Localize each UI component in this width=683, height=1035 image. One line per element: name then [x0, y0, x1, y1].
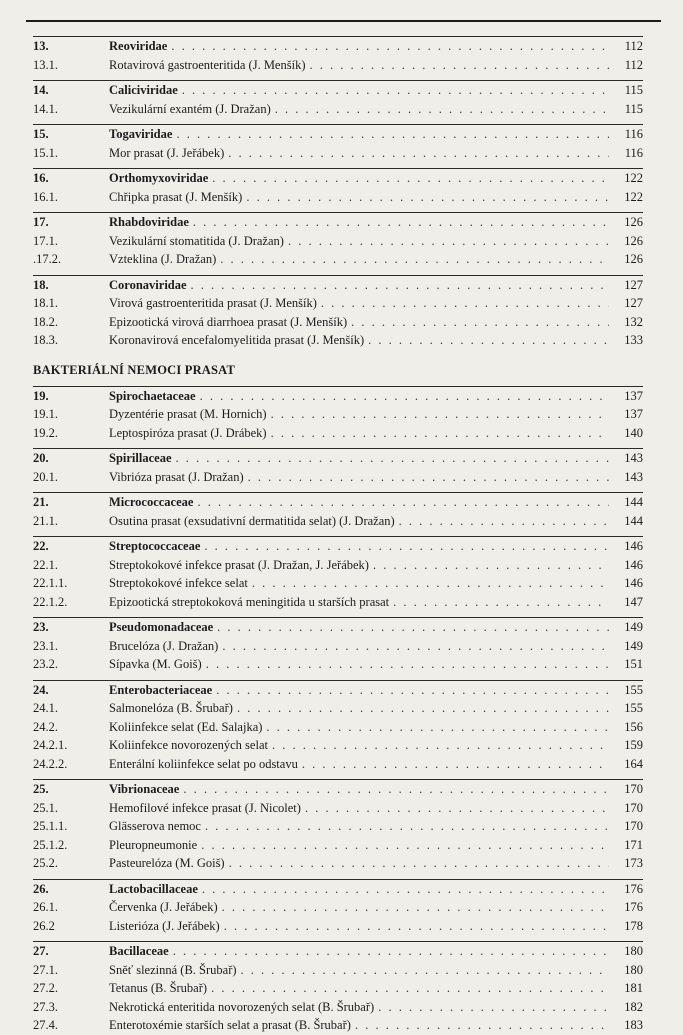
entry-title-wrap: [109, 854, 609, 873]
entry-title-wrap: [109, 799, 609, 818]
entry-page-number: 176: [624, 881, 643, 896]
toc-entry: [33, 1016, 643, 1035]
dot-leader: [275, 100, 609, 119]
toc-group-entry: [33, 448, 643, 468]
toc-entry: [33, 593, 643, 612]
section-heading: BAKTERIÁLNÍ NEMOCI PRASAT: [33, 362, 236, 377]
toc-entry: [33, 424, 643, 443]
entry-number: 18.2.: [33, 314, 58, 329]
dot-leader: [321, 294, 609, 313]
entry-title-wrap: [109, 836, 609, 855]
dot-leader: [171, 37, 609, 56]
entry-title: Chřipka prasat (J. Menšík): [109, 189, 243, 204]
entry-title: Enterotoxémie starších selat a prasat (B. Šrubař): [109, 1018, 351, 1032]
entry-title-wrap: [109, 898, 609, 917]
entry-number: 27.1.: [33, 962, 58, 977]
entry-title-wrap: [109, 313, 609, 332]
toc-entry: [33, 294, 643, 313]
entry-page-number: 137: [624, 407, 643, 421]
entry-number: 16.1.: [33, 189, 58, 204]
entry-title-wrap: [109, 56, 609, 75]
entry-page-number: 132: [624, 314, 643, 329]
toc-group-entry: [33, 80, 643, 100]
dot-leader: [399, 512, 609, 531]
entry-number: 22.1.: [33, 557, 58, 572]
dot-leader: [368, 331, 609, 350]
dot-leader: [229, 854, 609, 873]
toc-entry: [33, 556, 643, 575]
entry-title: Nekrotická enteritida novorozených selat (B. Šrubař): [109, 999, 375, 1014]
dot-leader: [252, 574, 609, 593]
entry-title-wrap: [109, 637, 609, 656]
entry-title-wrap: [109, 144, 609, 163]
entry-number: 18.: [33, 277, 49, 292]
entry-page-number: 173: [624, 856, 643, 870]
entry-title: Tetanus (B. Šrubař): [109, 981, 208, 995]
entry-title-wrap: [109, 618, 609, 637]
entry-title: Leptospiróza prasat (J. Drábek): [109, 425, 267, 440]
entry-title: Glässerova nemoc: [109, 819, 201, 833]
entry-number: 13.1.: [33, 57, 58, 72]
entry-title-wrap: [109, 331, 609, 350]
entry-title-wrap: [109, 979, 609, 998]
toc-group-entry: [33, 536, 643, 556]
toc-entry: [33, 979, 643, 998]
toc-entry: [33, 755, 643, 774]
entry-number: 19.1.: [33, 407, 58, 421]
toc-entry: [33, 961, 643, 980]
entry-title-wrap: [109, 699, 609, 718]
entry-title: Koronavirová encefalomyelitida prasat (J. Menšík): [109, 333, 365, 347]
entry-page-number: 127: [624, 277, 643, 292]
entry-title: Streptokokové infekce prasat (J. Dražan, J. Jeřábek): [109, 557, 369, 572]
dot-leader: [176, 449, 610, 468]
entry-title-wrap: [109, 188, 609, 207]
entry-title: Koliinfekce selat (Ed. Salajka): [109, 719, 263, 734]
entry-number: 27.2.: [33, 981, 58, 995]
entry-title-wrap: [109, 593, 609, 612]
entry-number: 14.1.: [33, 101, 58, 116]
entry-number: 21.1.: [33, 513, 58, 528]
entry-title: Dyzentérie prasat (M. Hornich): [109, 407, 267, 421]
entry-title-wrap: [109, 37, 609, 56]
toc-entry: [33, 736, 643, 755]
entry-number: 25.1.2.: [33, 837, 68, 852]
entry-number: 15.: [33, 127, 49, 141]
dot-leader: [246, 188, 609, 207]
dot-leader: [191, 276, 609, 295]
toc-entry: [33, 637, 643, 656]
entry-number: 17.: [33, 215, 49, 229]
dot-leader: [373, 556, 609, 575]
entry-title-wrap: [109, 213, 609, 232]
entry-title-wrap: [109, 276, 609, 295]
entry-number: 27.3.: [33, 999, 58, 1014]
toc-entry: [33, 331, 643, 350]
entry-page-number: 183: [624, 1018, 643, 1032]
dot-leader: [355, 1016, 609, 1035]
toc-entry: [33, 144, 643, 163]
entry-title: Vibrióza prasat (J. Dražan): [109, 469, 244, 484]
entry-number: 14.: [33, 83, 49, 97]
toc-group-entry: [33, 779, 643, 799]
entry-title: Lactobacillaceae: [109, 881, 198, 896]
entry-title: Vzteklina (J. Dražan): [109, 252, 217, 266]
entry-title-wrap: [109, 574, 609, 593]
dot-leader: [302, 755, 609, 774]
toc-entry: [33, 854, 643, 873]
entry-title: Enterální koliinfekce selat po odstavu: [109, 756, 298, 771]
entry-title: Micrococcaceae: [109, 495, 194, 509]
entry-title: Sípavka (M. Goiš): [109, 657, 202, 671]
entry-page-number: 126: [624, 252, 643, 266]
entry-number: 23.1.: [33, 638, 58, 653]
entry-page-number: 116: [624, 145, 643, 160]
entry-title-wrap: [109, 100, 609, 119]
entry-title: Červenka (J. Jeřábek): [109, 900, 218, 914]
entry-page-number: 137: [624, 388, 643, 403]
dot-leader: [237, 699, 609, 718]
toc-entry: [33, 468, 643, 487]
entry-number: 22.1.1.: [33, 576, 68, 590]
entry-title-wrap: [109, 294, 609, 313]
dot-leader: [266, 718, 609, 737]
entry-page-number: 143: [624, 451, 643, 465]
entry-title: Pasteurelóza (M. Goiš): [109, 856, 225, 870]
entry-number: 15.1.: [33, 145, 58, 160]
toc-group-entry: [33, 617, 643, 637]
toc-entry: [33, 836, 643, 855]
entry-page-number: 180: [624, 944, 643, 958]
entry-page-number: 144: [624, 495, 643, 509]
toc-group-entry: [33, 275, 643, 295]
entry-number: 20.1.: [33, 469, 58, 484]
entry-title-wrap: [109, 655, 609, 674]
entry-title: Sněť slezinná (B. Šrubař): [109, 962, 237, 977]
entry-number: 13.: [33, 39, 49, 53]
entry-page-number: 112: [624, 39, 643, 53]
toc-entry: [33, 655, 643, 674]
entry-title-wrap: [109, 493, 609, 512]
entry-title-wrap: [109, 755, 609, 774]
entry-title-wrap: [109, 718, 609, 737]
dot-leader: [222, 898, 609, 917]
toc-entry: [33, 699, 643, 718]
entry-title: Rhabdoviridae: [109, 215, 189, 229]
entry-page-number: 170: [624, 782, 643, 796]
entry-page-number: 133: [624, 333, 643, 347]
entry-page-number: 170: [624, 819, 643, 833]
toc-group-entry: [33, 680, 643, 700]
dot-leader: [222, 637, 609, 656]
toc-group-entry: [33, 386, 643, 406]
dot-leader: [193, 213, 609, 232]
entry-page-number: 122: [624, 189, 643, 204]
entry-number: 24.2.: [33, 719, 58, 734]
entry-number: 21.: [33, 495, 49, 509]
dot-leader: [220, 250, 609, 269]
entry-title-wrap: [109, 817, 609, 836]
entry-page-number: 164: [624, 756, 643, 771]
entry-page-number: 143: [624, 469, 643, 484]
entry-title: Streptococcaceae: [109, 539, 201, 553]
entry-title-wrap: [109, 880, 609, 899]
entry-title: Vezikulární stomatitida (J. Dražan): [109, 233, 284, 248]
entry-title: Vezikulární exantém (J. Dražan): [109, 101, 271, 116]
entry-title-wrap: [109, 556, 609, 575]
entry-title-wrap: [109, 736, 609, 755]
toc-entry: [33, 250, 643, 269]
entry-number: 22.1.2.: [33, 594, 68, 609]
toc-entry: [33, 898, 643, 917]
entry-number: 17.1.: [33, 233, 58, 248]
entry-title: Hemofilové infekce prasat (J. Nicolet): [109, 800, 301, 815]
entry-page-number: 176: [624, 900, 643, 914]
dot-leader: [271, 405, 609, 424]
entry-page-number: 180: [624, 962, 643, 977]
entry-number: 16.: [33, 171, 49, 185]
entry-number: 26.1.: [33, 900, 58, 914]
dot-leader: [309, 56, 609, 75]
entry-page-number: 149: [624, 638, 643, 653]
entry-page-number: 170: [624, 800, 643, 815]
entry-number: 27.: [33, 944, 49, 958]
toc-group-entry: [33, 212, 643, 232]
entry-page-number: 127: [624, 296, 643, 310]
entry-title: Virová gastroenteritida prasat (J. Menšík): [109, 296, 317, 310]
entry-title-wrap: [109, 449, 609, 468]
entry-title: Caliciviridae: [109, 83, 178, 97]
toc-group-entry: [33, 941, 643, 961]
entry-number: 23.2.: [33, 657, 58, 671]
dot-leader: [212, 169, 609, 188]
dot-leader: [378, 998, 609, 1017]
entry-page-number: 178: [624, 918, 643, 933]
entry-title: Bacillaceae: [109, 944, 169, 958]
entry-number: 18.3.: [33, 333, 58, 347]
dot-leader: [271, 424, 609, 443]
entry-number: 24.2.1.: [33, 738, 68, 752]
entry-title: Spirochaetaceae: [109, 388, 196, 403]
entry-title-wrap: [109, 780, 609, 799]
toc-entry: [33, 232, 643, 251]
entry-title: Togaviridae: [109, 127, 173, 141]
entry-page-number: 159: [624, 738, 643, 752]
dot-leader: [182, 81, 609, 100]
dot-leader: [204, 537, 609, 556]
entry-title-wrap: [109, 125, 609, 144]
entry-title-wrap: [109, 405, 609, 424]
toc-entry: [33, 718, 643, 737]
entry-number: 19.2.: [33, 425, 58, 440]
entry-title: Reoviridae: [109, 39, 168, 53]
entry-title: Vibrionaceae: [109, 782, 180, 796]
entry-title: Brucelóza (J. Dražan): [109, 638, 219, 653]
entry-number: 25.: [33, 782, 49, 796]
entry-page-number: 126: [624, 215, 643, 229]
dot-leader: [200, 387, 609, 406]
entry-title-wrap: [109, 232, 609, 251]
entry-page-number: 126: [624, 233, 643, 248]
entry-title-wrap: [109, 1016, 609, 1035]
entry-number: 20.: [33, 451, 49, 465]
entry-title-wrap: [109, 917, 609, 936]
entry-title-wrap: [109, 681, 609, 700]
toc-group-entry: [33, 124, 643, 144]
dot-leader: [272, 736, 609, 755]
dot-leader: [305, 799, 609, 818]
dot-leader: [288, 232, 609, 251]
entry-page-number: 155: [624, 682, 643, 697]
dot-leader: [241, 961, 609, 980]
entry-title-wrap: [109, 169, 609, 188]
entry-title-wrap: [109, 942, 609, 961]
entry-title-wrap: [109, 387, 609, 406]
entry-title: Salmonelóza (B. Šrubař): [109, 701, 233, 715]
entry-title: Koliinfekce novorozených selat: [109, 738, 268, 752]
entry-title: Streptokokové infekce selat: [109, 576, 248, 590]
entry-number: 23.: [33, 620, 49, 634]
toc-group-entry: [33, 168, 643, 188]
entry-title: Rotavirová gastroenteritida (J. Menšík): [109, 57, 306, 72]
dot-leader: [211, 979, 609, 998]
entry-number: .17.2.: [33, 252, 62, 266]
entry-page-number: 155: [624, 701, 643, 715]
entry-page-number: 122: [624, 171, 643, 185]
toc-group-entry: [33, 492, 643, 512]
entry-number: 27.4.: [33, 1018, 58, 1032]
toc-entry: [33, 574, 643, 593]
toc-entry: [33, 512, 643, 531]
toc-entry: [33, 817, 643, 836]
dot-leader: [228, 144, 609, 163]
toc-entry: [33, 313, 643, 332]
entry-number: 25.2.: [33, 856, 58, 870]
entry-page-number: 151: [624, 657, 643, 671]
entry-title: Epizootická streptokoková meningitida u starších prasat: [109, 594, 390, 609]
entry-page-number: 115: [624, 101, 643, 116]
toc-entry: [33, 799, 643, 818]
toc-entry: [33, 405, 643, 424]
entry-title: Pleuropneumonie: [109, 837, 198, 852]
entry-page-number: 144: [624, 513, 643, 528]
dot-leader: [173, 942, 609, 961]
entry-title-wrap: [109, 250, 609, 269]
dot-leader: [351, 313, 609, 332]
dot-leader: [201, 836, 609, 855]
entry-page-number: 112: [624, 57, 643, 72]
entry-page-number: 171: [624, 837, 643, 852]
dot-leader: [202, 880, 609, 899]
entry-title-wrap: [109, 537, 609, 556]
dot-leader: [176, 125, 609, 144]
entry-page-number: 147: [624, 594, 643, 609]
entry-number: 24.2.2.: [33, 756, 68, 771]
entry-title: Spirillaceae: [109, 451, 172, 465]
top-rule: [26, 20, 661, 22]
entry-page-number: 146: [624, 576, 643, 590]
toc-group-entry: [33, 36, 643, 56]
toc-entry: [33, 917, 643, 936]
entry-title-wrap: [109, 512, 609, 531]
toc-entry: [33, 56, 643, 75]
entry-number: 26.: [33, 881, 49, 896]
entry-title-wrap: [109, 424, 609, 443]
dot-leader: [183, 780, 609, 799]
entry-title-wrap: [109, 961, 609, 980]
toc-entry: [33, 998, 643, 1017]
entry-title-wrap: [109, 81, 609, 100]
entry-page-number: 115: [624, 83, 643, 97]
table-of-contents: [33, 36, 643, 1035]
dot-leader: [206, 655, 609, 674]
entry-page-number: 146: [624, 539, 643, 553]
dot-leader: [216, 681, 609, 700]
entry-title: Orthomyxoviridae: [109, 171, 209, 185]
entry-page-number: 116: [624, 127, 643, 141]
entry-number: 24.: [33, 682, 49, 697]
entry-page-number: 182: [624, 999, 643, 1014]
entry-title-wrap: [109, 468, 609, 487]
entry-number: 25.1.: [33, 800, 58, 815]
dot-leader: [393, 593, 609, 612]
entry-page-number: 181: [624, 981, 643, 995]
entry-number: 26.2: [33, 918, 55, 933]
entry-page-number: 149: [624, 620, 643, 634]
entry-title: Coronaviridae: [109, 277, 187, 292]
toc-group-entry: [33, 879, 643, 899]
entry-page-number: 156: [624, 719, 643, 734]
entry-title: Osutina prasat (exsudativní dermatitida selat) (J. Dražan): [109, 513, 395, 528]
entry-page-number: 140: [624, 425, 643, 440]
entry-title: Listerióza (J. Jeřábek): [109, 918, 220, 933]
entry-title-wrap: [109, 998, 609, 1017]
toc-entry: [33, 188, 643, 207]
entry-number: 22.: [33, 539, 49, 553]
toc-entry: [33, 100, 643, 119]
entry-number: 19.: [33, 388, 49, 403]
dot-leader: [224, 917, 609, 936]
entry-number: 18.1.: [33, 296, 58, 310]
entry-number: 24.1.: [33, 701, 58, 715]
dot-leader: [248, 468, 609, 487]
entry-number: 25.1.1.: [33, 819, 68, 833]
entry-title: Enterobacteriaceae: [109, 682, 213, 697]
entry-page-number: 146: [624, 557, 643, 572]
dot-leader: [197, 493, 609, 512]
dot-leader: [217, 618, 609, 637]
entry-title: Mor prasat (J. Jeřábek): [109, 145, 225, 160]
dot-leader: [205, 817, 609, 836]
entry-title: Epizootická virová diarrhoea prasat (J. Menšík): [109, 314, 348, 329]
entry-title: Pseudomonadaceae: [109, 620, 214, 634]
